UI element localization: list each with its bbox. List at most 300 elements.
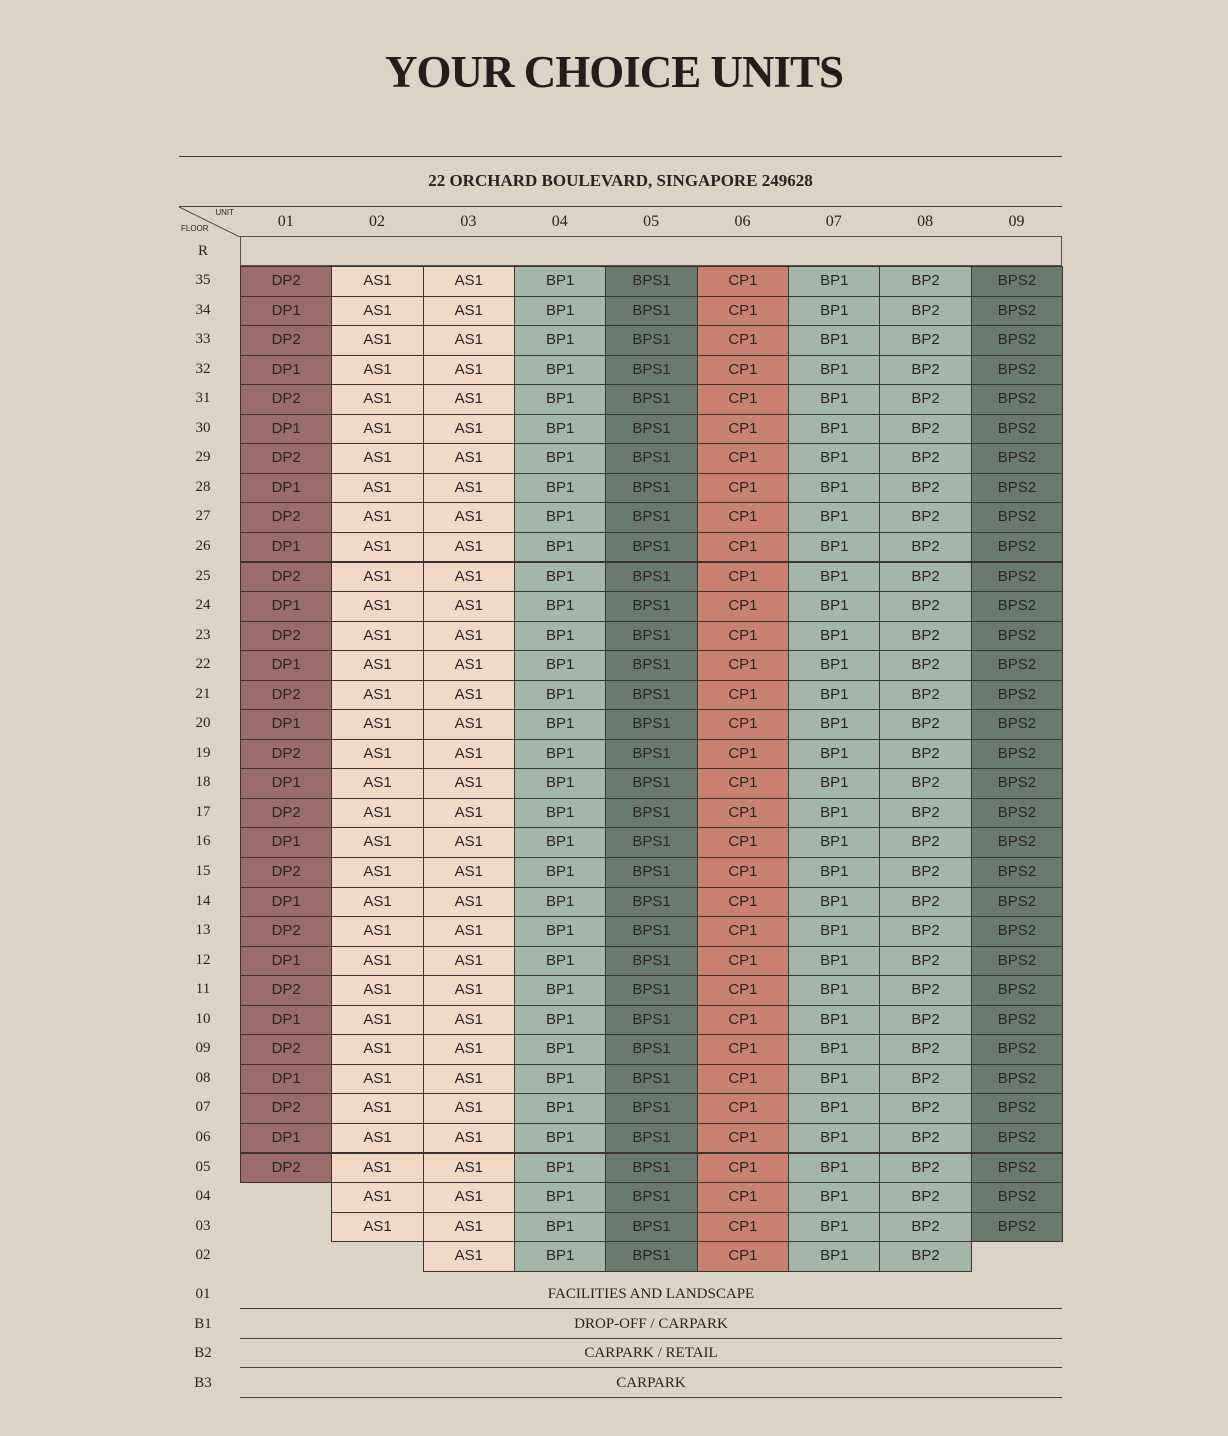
unit-cell[interactable]: BPS1	[605, 621, 697, 652]
unit-cell[interactable]: BP1	[514, 562, 606, 593]
unit-cell[interactable]: AS1	[423, 562, 515, 593]
unit-cell[interactable]: BP1	[514, 473, 606, 504]
unit-cell[interactable]: CP1	[697, 946, 789, 977]
unit-cell[interactable]: CP1	[697, 1241, 789, 1272]
unit-cell[interactable]: AS1	[331, 591, 423, 622]
unit-cell[interactable]: BP2	[879, 502, 971, 533]
unit-cell[interactable]: AS1	[423, 1153, 515, 1184]
unit-cell[interactable]: AS1	[331, 827, 423, 858]
unit-cell[interactable]: BP2	[879, 650, 971, 681]
unit-cell[interactable]: AS1	[423, 1064, 515, 1095]
unit-cell[interactable]: AS1	[423, 591, 515, 622]
unit-cell[interactable]: BP2	[879, 1241, 971, 1272]
unit-cell[interactable]: BP1	[514, 946, 606, 977]
unit-cell[interactable]: AS1	[331, 1093, 423, 1124]
unit-cell[interactable]: AS1	[423, 709, 515, 740]
unit-cell[interactable]: AS1	[331, 384, 423, 415]
unit-cell[interactable]: BP2	[879, 384, 971, 415]
unit-cell[interactable]: BPS1	[605, 1093, 697, 1124]
unit-cell[interactable]: AS1	[423, 532, 515, 563]
unit-cell[interactable]: DP2	[240, 975, 332, 1006]
unit-cell[interactable]: AS1	[331, 355, 423, 386]
unit-cell[interactable]: BP1	[788, 1005, 880, 1036]
unit-cell[interactable]: BP1	[514, 502, 606, 533]
unit-cell[interactable]: BP1	[788, 562, 880, 593]
unit-cell[interactable]: BPS2	[971, 768, 1063, 799]
unit-cell[interactable]: AS1	[423, 296, 515, 327]
unit-cell[interactable]: BPS2	[971, 709, 1063, 740]
unit-cell[interactable]: BP2	[879, 414, 971, 445]
unit-cell[interactable]: BP2	[879, 1064, 971, 1095]
unit-cell[interactable]: AS1	[331, 680, 423, 711]
unit-cell[interactable]: AS1	[331, 1005, 423, 1036]
unit-cell[interactable]: BP2	[879, 798, 971, 829]
unit-cell[interactable]: BP1	[514, 887, 606, 918]
unit-cell[interactable]: BP1	[788, 384, 880, 415]
unit-cell[interactable]: DP2	[240, 916, 332, 947]
unit-cell[interactable]: BPS1	[605, 1212, 697, 1243]
unit-cell[interactable]: BP1	[788, 1153, 880, 1184]
unit-cell[interactable]: CP1	[697, 562, 789, 593]
unit-cell[interactable]: BP1	[788, 443, 880, 474]
unit-cell[interactable]: BPS1	[605, 296, 697, 327]
unit-cell[interactable]: BP1	[514, 916, 606, 947]
unit-cell[interactable]: CP1	[697, 414, 789, 445]
unit-cell[interactable]: BP1	[788, 768, 880, 799]
unit-cell[interactable]: CP1	[697, 621, 789, 652]
unit-cell[interactable]: DP1	[240, 591, 332, 622]
unit-cell[interactable]: BPS2	[971, 502, 1063, 533]
unit-cell[interactable]: BP1	[514, 1241, 606, 1272]
unit-cell[interactable]: AS1	[331, 650, 423, 681]
unit-cell[interactable]: BPS2	[971, 798, 1063, 829]
unit-cell[interactable]: BP1	[788, 1241, 880, 1272]
unit-cell[interactable]: BP1	[514, 650, 606, 681]
unit-cell[interactable]: BPS2	[971, 946, 1063, 977]
unit-cell[interactable]: DP2	[240, 739, 332, 770]
unit-cell[interactable]: BP1	[514, 1064, 606, 1095]
unit-cell[interactable]: DP1	[240, 768, 332, 799]
unit-cell[interactable]: AS1	[331, 975, 423, 1006]
unit-cell[interactable]: AS1	[331, 296, 423, 327]
unit-cell[interactable]: BPS2	[971, 680, 1063, 711]
unit-cell[interactable]: DP1	[240, 532, 332, 563]
unit-cell[interactable]: BP1	[514, 1123, 606, 1154]
unit-cell[interactable]: BPS1	[605, 887, 697, 918]
unit-cell[interactable]: CP1	[697, 709, 789, 740]
unit-cell[interactable]: BPS1	[605, 1182, 697, 1213]
unit-cell[interactable]: CP1	[697, 1005, 789, 1036]
unit-cell[interactable]: BPS1	[605, 443, 697, 474]
unit-cell[interactable]: BPS1	[605, 975, 697, 1006]
unit-cell[interactable]: AS1	[423, 857, 515, 888]
unit-cell[interactable]: BP1	[788, 1123, 880, 1154]
unit-cell[interactable]: BP1	[514, 739, 606, 770]
unit-cell[interactable]: AS1	[331, 473, 423, 504]
unit-cell[interactable]: CP1	[697, 1153, 789, 1184]
unit-cell[interactable]: BP1	[788, 827, 880, 858]
unit-cell[interactable]: BPS2	[971, 355, 1063, 386]
unit-cell[interactable]: AS1	[423, 384, 515, 415]
unit-cell[interactable]: BP1	[788, 266, 880, 297]
unit-cell[interactable]: BP1	[514, 709, 606, 740]
unit-cell[interactable]: BPS1	[605, 739, 697, 770]
unit-cell[interactable]: BP2	[879, 1093, 971, 1124]
unit-cell[interactable]: BPS2	[971, 975, 1063, 1006]
unit-cell[interactable]: BP1	[788, 1034, 880, 1065]
unit-cell[interactable]: BPS2	[971, 887, 1063, 918]
unit-cell[interactable]: BP1	[514, 857, 606, 888]
unit-cell[interactable]: AS1	[423, 739, 515, 770]
unit-cell[interactable]: DP2	[240, 443, 332, 474]
unit-cell[interactable]: AS1	[331, 1182, 423, 1213]
unit-cell[interactable]: AS1	[423, 1005, 515, 1036]
unit-cell[interactable]: CP1	[697, 1123, 789, 1154]
unit-cell[interactable]: AS1	[423, 798, 515, 829]
unit-cell[interactable]: BP1	[514, 355, 606, 386]
unit-cell[interactable]: BP1	[788, 355, 880, 386]
unit-cell[interactable]: BP1	[788, 473, 880, 504]
unit-cell[interactable]: BP1	[788, 296, 880, 327]
unit-cell[interactable]: CP1	[697, 443, 789, 474]
unit-cell[interactable]: BP1	[514, 1034, 606, 1065]
unit-cell[interactable]: BPS2	[971, 1182, 1063, 1213]
unit-cell[interactable]: BP1	[514, 1212, 606, 1243]
unit-cell[interactable]: BP2	[879, 857, 971, 888]
unit-cell[interactable]: CP1	[697, 857, 789, 888]
unit-cell[interactable]: BP2	[879, 946, 971, 977]
unit-cell[interactable]: BP1	[788, 975, 880, 1006]
unit-cell[interactable]: AS1	[331, 1123, 423, 1154]
unit-cell[interactable]: CP1	[697, 296, 789, 327]
unit-cell[interactable]: BP1	[514, 414, 606, 445]
unit-cell[interactable]: AS1	[331, 798, 423, 829]
unit-cell[interactable]: BPS1	[605, 768, 697, 799]
unit-cell[interactable]: BP1	[788, 502, 880, 533]
unit-cell[interactable]: BP1	[514, 680, 606, 711]
unit-cell[interactable]: DP2	[240, 384, 332, 415]
unit-cell[interactable]: BP1	[514, 443, 606, 474]
unit-cell[interactable]: AS1	[423, 621, 515, 652]
unit-cell[interactable]: BP2	[879, 443, 971, 474]
unit-cell[interactable]: BP2	[879, 916, 971, 947]
unit-cell[interactable]: BP2	[879, 680, 971, 711]
unit-cell[interactable]: BP1	[514, 768, 606, 799]
unit-cell[interactable]: BPS2	[971, 532, 1063, 563]
unit-cell[interactable]: BPS2	[971, 591, 1063, 622]
unit-cell[interactable]: AS1	[423, 887, 515, 918]
unit-cell[interactable]: BP1	[788, 325, 880, 356]
unit-cell[interactable]: AS1	[423, 827, 515, 858]
unit-cell[interactable]: DP1	[240, 827, 332, 858]
unit-cell[interactable]: AS1	[331, 621, 423, 652]
unit-cell[interactable]: DP1	[240, 473, 332, 504]
unit-cell[interactable]: DP1	[240, 355, 332, 386]
unit-cell[interactable]: BPS2	[971, 650, 1063, 681]
unit-cell[interactable]: AS1	[423, 502, 515, 533]
unit-cell[interactable]: BP1	[788, 680, 880, 711]
unit-cell[interactable]: BP2	[879, 1153, 971, 1184]
unit-cell[interactable]: BPS2	[971, 1005, 1063, 1036]
unit-cell[interactable]: BP2	[879, 296, 971, 327]
unit-cell[interactable]: BP2	[879, 355, 971, 386]
unit-cell[interactable]: BPS1	[605, 827, 697, 858]
unit-cell[interactable]: BP1	[788, 621, 880, 652]
unit-cell[interactable]: BPS2	[971, 1123, 1063, 1154]
unit-cell[interactable]: BP1	[788, 650, 880, 681]
unit-cell[interactable]: BP1	[788, 591, 880, 622]
unit-cell[interactable]: CP1	[697, 591, 789, 622]
unit-cell[interactable]: AS1	[331, 1153, 423, 1184]
unit-cell[interactable]: BPS1	[605, 1005, 697, 1036]
unit-cell[interactable]: BPS2	[971, 1093, 1063, 1124]
unit-cell[interactable]: BPS2	[971, 916, 1063, 947]
unit-cell[interactable]: DP2	[240, 1093, 332, 1124]
unit-cell[interactable]: BP2	[879, 827, 971, 858]
unit-cell[interactable]: AS1	[423, 473, 515, 504]
unit-cell[interactable]: CP1	[697, 532, 789, 563]
unit-cell[interactable]: AS1	[423, 1182, 515, 1213]
unit-cell[interactable]: BP1	[514, 591, 606, 622]
unit-cell[interactable]: BPS1	[605, 1034, 697, 1065]
unit-cell[interactable]: BPS2	[971, 266, 1063, 297]
unit-cell[interactable]: CP1	[697, 1212, 789, 1243]
unit-cell[interactable]: BPS1	[605, 709, 697, 740]
unit-cell[interactable]: BP1	[788, 1182, 880, 1213]
unit-cell[interactable]: AS1	[331, 502, 423, 533]
unit-cell[interactable]: BPS1	[605, 532, 697, 563]
unit-cell[interactable]: CP1	[697, 502, 789, 533]
unit-cell[interactable]: BP1	[788, 946, 880, 977]
unit-cell[interactable]: BPS1	[605, 502, 697, 533]
unit-cell[interactable]: CP1	[697, 798, 789, 829]
unit-cell[interactable]: BP2	[879, 1005, 971, 1036]
unit-cell[interactable]: DP2	[240, 325, 332, 356]
unit-cell[interactable]: BP1	[514, 266, 606, 297]
unit-cell[interactable]: AS1	[423, 1212, 515, 1243]
unit-cell[interactable]: AS1	[331, 709, 423, 740]
unit-cell[interactable]: AS1	[423, 325, 515, 356]
unit-cell[interactable]: BPS1	[605, 650, 697, 681]
unit-cell[interactable]: BP1	[788, 1212, 880, 1243]
unit-cell[interactable]: DP1	[240, 296, 332, 327]
unit-cell[interactable]: BP1	[514, 621, 606, 652]
unit-cell[interactable]: BPS1	[605, 680, 697, 711]
unit-cell[interactable]: DP1	[240, 1123, 332, 1154]
unit-cell[interactable]: AS1	[423, 680, 515, 711]
unit-cell[interactable]: BPS1	[605, 916, 697, 947]
unit-cell[interactable]: CP1	[697, 739, 789, 770]
unit-cell[interactable]: BPS2	[971, 827, 1063, 858]
unit-cell[interactable]: BPS1	[605, 1241, 697, 1272]
unit-cell[interactable]: BPS2	[971, 473, 1063, 504]
unit-cell[interactable]: BP2	[879, 1123, 971, 1154]
unit-cell[interactable]: BPS2	[971, 1212, 1063, 1243]
unit-cell[interactable]: AS1	[331, 946, 423, 977]
unit-cell[interactable]: DP2	[240, 798, 332, 829]
unit-cell[interactable]: AS1	[423, 443, 515, 474]
unit-cell[interactable]: BPS2	[971, 1064, 1063, 1095]
unit-cell[interactable]: BP1	[514, 975, 606, 1006]
unit-cell[interactable]: AS1	[331, 916, 423, 947]
unit-cell[interactable]: BPS1	[605, 325, 697, 356]
unit-cell[interactable]: BP2	[879, 709, 971, 740]
unit-cell[interactable]: BPS2	[971, 1034, 1063, 1065]
unit-cell[interactable]: BPS2	[971, 621, 1063, 652]
unit-cell[interactable]: DP2	[240, 1034, 332, 1065]
unit-cell[interactable]: BP1	[514, 1093, 606, 1124]
unit-cell[interactable]: AS1	[331, 325, 423, 356]
unit-cell[interactable]: AS1	[331, 1034, 423, 1065]
unit-cell[interactable]: BP2	[879, 473, 971, 504]
unit-cell[interactable]: BPS1	[605, 857, 697, 888]
unit-cell[interactable]: BP1	[788, 709, 880, 740]
unit-cell[interactable]: DP2	[240, 502, 332, 533]
unit-cell[interactable]: AS1	[423, 266, 515, 297]
unit-cell[interactable]: AS1	[423, 768, 515, 799]
unit-cell[interactable]: BPS1	[605, 1153, 697, 1184]
unit-cell[interactable]: CP1	[697, 1182, 789, 1213]
unit-cell[interactable]: CP1	[697, 916, 789, 947]
unit-cell[interactable]: BP1	[788, 916, 880, 947]
unit-cell[interactable]: AS1	[331, 857, 423, 888]
unit-cell[interactable]: BP1	[514, 798, 606, 829]
unit-cell[interactable]: BP2	[879, 1212, 971, 1243]
unit-cell[interactable]: AS1	[423, 916, 515, 947]
unit-cell[interactable]: BP1	[788, 887, 880, 918]
unit-cell[interactable]: AS1	[331, 739, 423, 770]
unit-cell[interactable]: BPS2	[971, 384, 1063, 415]
unit-cell[interactable]: BPS2	[971, 1153, 1063, 1184]
unit-cell[interactable]: CP1	[697, 266, 789, 297]
unit-cell[interactable]: DP2	[240, 680, 332, 711]
unit-cell[interactable]: DP2	[240, 857, 332, 888]
unit-cell[interactable]: CP1	[697, 827, 789, 858]
unit-cell[interactable]: CP1	[697, 680, 789, 711]
unit-cell[interactable]: DP2	[240, 1153, 332, 1184]
unit-cell[interactable]: CP1	[697, 1034, 789, 1065]
unit-cell[interactable]: AS1	[331, 443, 423, 474]
unit-cell[interactable]: BP2	[879, 621, 971, 652]
unit-cell[interactable]: BP2	[879, 975, 971, 1006]
unit-cell[interactable]: CP1	[697, 384, 789, 415]
unit-cell[interactable]: BP2	[879, 591, 971, 622]
unit-cell[interactable]: BPS1	[605, 1064, 697, 1095]
unit-cell[interactable]: BP1	[788, 532, 880, 563]
unit-cell[interactable]: DP1	[240, 946, 332, 977]
unit-cell[interactable]: BPS1	[605, 591, 697, 622]
unit-cell[interactable]: CP1	[697, 975, 789, 1006]
unit-cell[interactable]: CP1	[697, 887, 789, 918]
unit-cell[interactable]: BP2	[879, 739, 971, 770]
unit-cell[interactable]: AS1	[423, 1123, 515, 1154]
unit-cell[interactable]: BP1	[788, 1064, 880, 1095]
unit-cell[interactable]: BPS1	[605, 414, 697, 445]
unit-cell[interactable]: AS1	[331, 414, 423, 445]
unit-cell[interactable]: CP1	[697, 355, 789, 386]
unit-cell[interactable]: BPS2	[971, 857, 1063, 888]
unit-cell[interactable]: CP1	[697, 473, 789, 504]
unit-cell[interactable]: AS1	[331, 562, 423, 593]
unit-cell[interactable]: CP1	[697, 768, 789, 799]
unit-cell[interactable]: AS1	[331, 266, 423, 297]
unit-cell[interactable]: AS1	[423, 1241, 515, 1272]
unit-cell[interactable]: BPS1	[605, 473, 697, 504]
unit-cell[interactable]: BP1	[788, 739, 880, 770]
unit-cell[interactable]: BPS2	[971, 443, 1063, 474]
unit-cell[interactable]: BP1	[788, 414, 880, 445]
unit-cell[interactable]: DP1	[240, 650, 332, 681]
unit-cell[interactable]: BPS1	[605, 798, 697, 829]
unit-cell[interactable]: BP2	[879, 266, 971, 297]
unit-cell[interactable]: BP2	[879, 325, 971, 356]
unit-cell[interactable]: AS1	[423, 414, 515, 445]
unit-cell[interactable]: AS1	[331, 1212, 423, 1243]
unit-cell[interactable]: DP1	[240, 1005, 332, 1036]
unit-cell[interactable]: DP1	[240, 887, 332, 918]
unit-cell[interactable]: AS1	[423, 1034, 515, 1065]
unit-cell[interactable]: BP1	[514, 384, 606, 415]
unit-cell[interactable]: BPS1	[605, 562, 697, 593]
unit-cell[interactable]: BP2	[879, 887, 971, 918]
unit-cell[interactable]: BPS1	[605, 384, 697, 415]
unit-cell[interactable]: BPS1	[605, 946, 697, 977]
unit-cell[interactable]: AS1	[423, 650, 515, 681]
unit-cell[interactable]: BPS2	[971, 325, 1063, 356]
unit-cell[interactable]: BP2	[879, 532, 971, 563]
unit-cell[interactable]: BP1	[514, 827, 606, 858]
unit-cell[interactable]: DP1	[240, 709, 332, 740]
unit-cell[interactable]: BP2	[879, 768, 971, 799]
unit-cell[interactable]: DP1	[240, 414, 332, 445]
unit-cell[interactable]: BP1	[514, 1182, 606, 1213]
unit-cell[interactable]: BP1	[514, 1005, 606, 1036]
unit-cell[interactable]: DP2	[240, 621, 332, 652]
unit-cell[interactable]: BPS1	[605, 355, 697, 386]
unit-cell[interactable]: DP2	[240, 562, 332, 593]
unit-cell[interactable]: BPS1	[605, 1123, 697, 1154]
unit-cell[interactable]: BPS1	[605, 266, 697, 297]
unit-cell[interactable]: AS1	[423, 946, 515, 977]
unit-cell[interactable]: BPS2	[971, 562, 1063, 593]
unit-cell[interactable]: AS1	[331, 532, 423, 563]
unit-cell[interactable]: BP2	[879, 1182, 971, 1213]
unit-cell[interactable]: BP2	[879, 562, 971, 593]
unit-cell[interactable]: BP1	[514, 532, 606, 563]
unit-cell[interactable]: BP1	[514, 296, 606, 327]
unit-cell[interactable]: DP2	[240, 266, 332, 297]
unit-cell[interactable]: AS1	[331, 1064, 423, 1095]
unit-cell[interactable]: AS1	[423, 355, 515, 386]
unit-cell[interactable]: DP1	[240, 1064, 332, 1095]
unit-cell[interactable]: AS1	[331, 887, 423, 918]
unit-cell[interactable]: BP1	[788, 1093, 880, 1124]
unit-cell[interactable]: BP1	[788, 798, 880, 829]
unit-cell[interactable]: BP1	[788, 857, 880, 888]
unit-cell[interactable]: BPS2	[971, 414, 1063, 445]
unit-cell[interactable]: BPS2	[971, 296, 1063, 327]
unit-cell[interactable]: BP1	[514, 325, 606, 356]
unit-cell[interactable]: CP1	[697, 650, 789, 681]
unit-cell[interactable]: AS1	[331, 768, 423, 799]
unit-cell[interactable]: BP2	[879, 1034, 971, 1065]
unit-cell[interactable]: AS1	[423, 1093, 515, 1124]
unit-cell[interactable]: CP1	[697, 1093, 789, 1124]
unit-cell[interactable]: BPS2	[971, 739, 1063, 770]
unit-cell[interactable]: CP1	[697, 325, 789, 356]
unit-cell[interactable]: AS1	[423, 975, 515, 1006]
unit-cell[interactable]: BP1	[514, 1153, 606, 1184]
